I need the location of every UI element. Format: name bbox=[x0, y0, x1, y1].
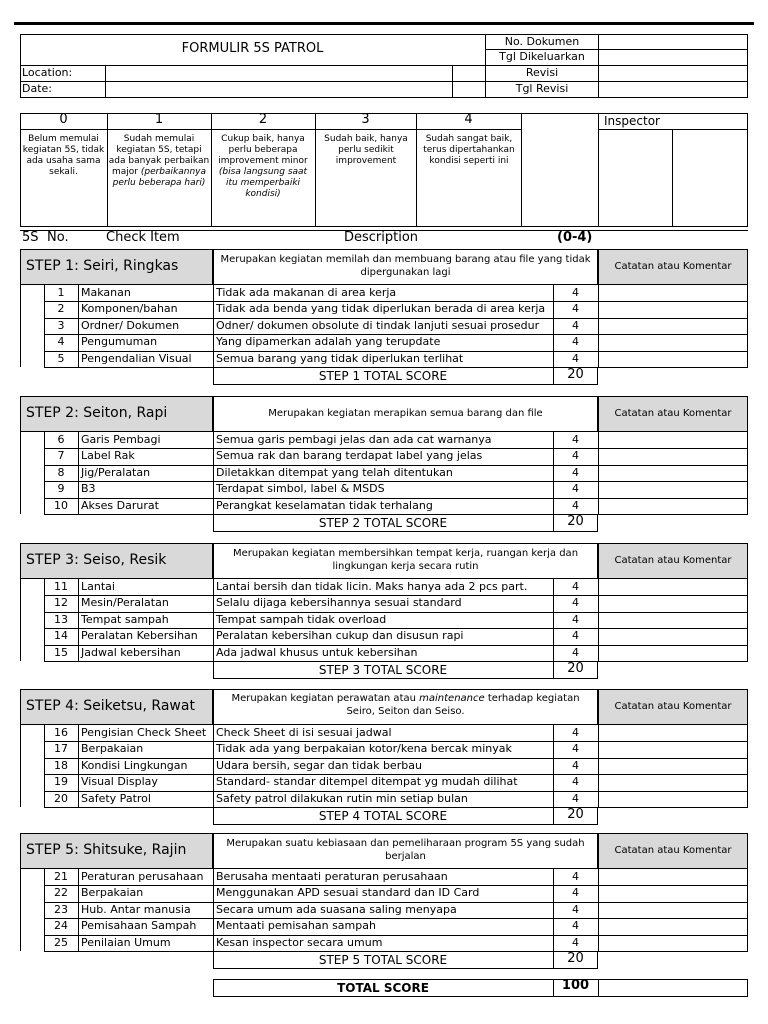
step-title: STEP 4: Seiketsu, Rawat bbox=[26, 698, 195, 714]
step-description: Merupakan kegiatan merapikan semua barang dan file bbox=[268, 408, 543, 419]
item-score: 4 bbox=[572, 645, 579, 659]
column-divider bbox=[78, 725, 79, 807]
item-no: 12 bbox=[54, 596, 68, 610]
item-no: 11 bbox=[54, 580, 68, 593]
row-divider bbox=[44, 481, 748, 482]
column-divider bbox=[598, 725, 599, 807]
step-total-value: 20 bbox=[567, 807, 584, 822]
step-comment-label: Catatan atau Komentar bbox=[614, 261, 732, 272]
step-total-label: STEP 4 TOTAL SCORE bbox=[318, 809, 448, 823]
col-no: No. bbox=[47, 230, 69, 245]
item-no: 14 bbox=[54, 629, 68, 643]
item-name: Pengendalian Visual bbox=[81, 351, 192, 365]
item-no: 2 bbox=[57, 302, 65, 316]
item-name: Komponen/bahan bbox=[81, 302, 178, 316]
item-name: Makanan bbox=[81, 286, 131, 299]
item-score: 4 bbox=[572, 302, 579, 316]
item-name: Berpakaian bbox=[81, 886, 144, 900]
location-label: Location: bbox=[22, 66, 73, 79]
item-score: 4 bbox=[572, 775, 579, 789]
item-desc: Semua rak dan barang terdapat label yang jelas bbox=[216, 449, 483, 463]
item-no: 4 bbox=[57, 335, 65, 349]
doc-field-tgl-revisi: Tgl Revisi bbox=[515, 82, 569, 95]
column-divider bbox=[78, 579, 79, 661]
doc-field-tgl-dikeluarkan: Tgl Dikeluarkan bbox=[499, 50, 585, 63]
item-name: Jadwal kebersihan bbox=[81, 645, 181, 659]
step-description bbox=[216, 692, 595, 718]
item-desc: Mentaati pemisahan sampah bbox=[216, 919, 376, 933]
item-no: 17 bbox=[54, 742, 68, 756]
doc-field-no-dokumen: No. Dokumen bbox=[504, 35, 580, 48]
step-total-value: 20 bbox=[567, 367, 584, 382]
item-no: 13 bbox=[54, 612, 68, 626]
item-no: 25 bbox=[54, 935, 68, 949]
step-desc-em: maintenance bbox=[419, 693, 485, 704]
scale-text-0: Belum memulai kegiatan 5S, tidak ada usaha sama sekali. bbox=[22, 134, 105, 177]
item-desc: Selalu dijaga kebersihannya sesuai standard bbox=[216, 596, 462, 610]
item-desc: Berusaha mentaati peraturan perusahaan bbox=[216, 870, 448, 883]
item-name: B3 bbox=[81, 482, 96, 496]
scale-text-2 bbox=[212, 134, 314, 200]
item-no: 21 bbox=[54, 870, 68, 883]
item-name: Pengumuman bbox=[81, 335, 158, 349]
scale-text-2-note: (bisa langsung saat itu memperbaiki kondisi) bbox=[218, 167, 308, 199]
scale-text-4: Sudah sangat baik, terus dipertahankan kondisi seperti ini bbox=[423, 134, 515, 166]
item-name: Label Rak bbox=[81, 449, 135, 463]
step-description: Merupakan kegiatan membersihkan tempat kerja, ruangan kerja dan lingkungan kerja secara rutin bbox=[232, 548, 579, 572]
item-name: Tempat sampah bbox=[81, 612, 169, 626]
item-name: Mesin/Peralatan bbox=[81, 596, 169, 610]
item-score: 4 bbox=[572, 482, 579, 496]
item-desc: Standard- standar ditempel ditempat yg mudah dilihat bbox=[216, 775, 518, 789]
doc-field-revisi: Revisi bbox=[525, 66, 559, 79]
item-no: 23 bbox=[54, 902, 68, 916]
item-no: 16 bbox=[54, 726, 68, 739]
item-score: 4 bbox=[572, 629, 579, 643]
item-desc: Check Sheet di isi sesuai jadwal bbox=[216, 726, 392, 739]
item-desc: Lantai bersih dan tidak licin. Maks hanya ada 2 pcs part. bbox=[216, 580, 528, 593]
item-name: Lantai bbox=[81, 580, 115, 593]
item-no: 10 bbox=[54, 498, 68, 512]
item-desc: Tidak ada benda yang tidak diperlukan berada di area kerja bbox=[216, 302, 546, 316]
step-total-label: STEP 3 TOTAL SCORE bbox=[318, 663, 448, 677]
col-5s: 5S bbox=[22, 230, 39, 245]
column-divider bbox=[598, 869, 599, 951]
step-title: STEP 1: Seiri, Ringkas bbox=[26, 258, 179, 274]
scale-text-1-note: (perbaikannya perlu beberapa hari) bbox=[112, 167, 207, 188]
item-name: Ordner/ Dokumen bbox=[81, 318, 180, 332]
item-desc: Yang dipamerkan adalah yang terupdate bbox=[216, 335, 441, 349]
item-no: 8 bbox=[57, 465, 65, 479]
item-no: 5 bbox=[57, 351, 65, 365]
item-desc: Odner/ dokumen obsolute di tindak lanjuti sesuai prosedur bbox=[216, 318, 540, 332]
step-total-value: 20 bbox=[567, 514, 584, 529]
item-score: 4 bbox=[572, 758, 579, 772]
item-name: Akses Darurat bbox=[81, 498, 159, 512]
item-desc: Kesan inspector secara umum bbox=[216, 935, 383, 949]
item-no: 22 bbox=[54, 886, 68, 900]
date-label: Date: bbox=[22, 82, 52, 95]
item-name: Garis Pembagi bbox=[81, 433, 161, 446]
item-no: 24 bbox=[54, 919, 68, 933]
item-desc: Ada jadwal khusus untuk kebersihan bbox=[216, 645, 418, 659]
item-score: 4 bbox=[572, 351, 579, 365]
column-divider bbox=[598, 432, 599, 514]
item-no: 15 bbox=[54, 645, 68, 659]
col-description: Description bbox=[344, 230, 419, 245]
item-score: 4 bbox=[572, 919, 579, 933]
form-title: FORMULIR 5S PATROL bbox=[181, 41, 324, 56]
grand-total-label: TOTAL SCORE bbox=[337, 981, 429, 995]
item-desc: Terdapat simbol, label & MSDS bbox=[216, 482, 385, 496]
column-divider bbox=[598, 285, 599, 367]
scale-num-1: 1 bbox=[154, 112, 164, 127]
column-divider bbox=[213, 285, 214, 367]
item-no: 7 bbox=[57, 449, 65, 463]
item-no: 18 bbox=[54, 758, 68, 772]
item-no: 19 bbox=[54, 775, 68, 789]
step-total-value: 20 bbox=[567, 661, 584, 676]
column-divider bbox=[213, 725, 214, 807]
item-score: 4 bbox=[572, 335, 579, 349]
inspector-label: Inspector bbox=[604, 114, 660, 128]
item-name: Kondisi Lingkungan bbox=[81, 758, 188, 772]
item-no: 9 bbox=[57, 482, 65, 496]
item-score: 4 bbox=[572, 726, 579, 739]
item-score: 4 bbox=[572, 612, 579, 626]
item-desc: Secara umum ada suasana saling menyapa bbox=[216, 902, 457, 916]
step-description: Merupakan kegiatan memilah dan membuang barang atau file yang tidak dipergunakan lagi bbox=[220, 254, 591, 278]
item-score: 4 bbox=[572, 596, 579, 610]
scale-num-3: 3 bbox=[361, 112, 370, 127]
item-name: Pengisian Check Sheet bbox=[81, 726, 207, 739]
scale-text-3: Sudah baik, hanya perlu sedikit improvement bbox=[324, 134, 408, 166]
item-score: 4 bbox=[572, 433, 579, 446]
item-no: 1 bbox=[57, 286, 65, 299]
column-divider bbox=[213, 579, 214, 661]
scale-num-2: 2 bbox=[258, 112, 268, 127]
column-divider bbox=[598, 579, 599, 661]
item-score: 4 bbox=[572, 449, 579, 463]
column-divider bbox=[213, 869, 214, 951]
item-no: 3 bbox=[57, 318, 65, 332]
item-score: 4 bbox=[572, 935, 579, 949]
item-score: 4 bbox=[572, 318, 579, 332]
item-name: Visual Display bbox=[81, 775, 158, 789]
item-desc: Perangkat keselamatan tidak terhalang bbox=[216, 498, 433, 512]
item-desc: Semua barang yang tidak diperlukan terlihat bbox=[216, 351, 464, 365]
item-desc: Tidak ada makanan di area kerja bbox=[216, 286, 397, 299]
item-name: Jig/Peralatan bbox=[81, 465, 151, 479]
item-score: 4 bbox=[572, 465, 579, 479]
column-divider bbox=[78, 285, 79, 367]
item-no: 6 bbox=[57, 433, 65, 446]
step-comment-label: Catatan atau Komentar bbox=[614, 845, 732, 856]
item-no: 20 bbox=[54, 791, 68, 805]
item-name: Safety Patrol bbox=[81, 791, 151, 805]
step-description: Merupakan suatu kebiasaan dan pemeliharaan program 5S yang sudah berjalan bbox=[226, 838, 585, 862]
item-score: 4 bbox=[572, 286, 579, 299]
item-desc: Diletakkan ditempat yang telah ditentukan bbox=[216, 465, 453, 479]
item-desc: Safety patrol dilakukan rutin min setiap bulan bbox=[216, 791, 468, 805]
item-score: 4 bbox=[572, 870, 579, 883]
item-desc: Semua garis pembagi jelas dan ada cat warnanya bbox=[216, 433, 492, 446]
column-divider bbox=[78, 869, 79, 951]
item-desc: Udara bersih, segar dan tidak berbau bbox=[216, 758, 422, 772]
step-total-label: STEP 1 TOTAL SCORE bbox=[318, 369, 448, 383]
step-title: STEP 3: Seiso, Resik bbox=[26, 552, 167, 568]
item-score: 4 bbox=[572, 742, 579, 756]
column-divider bbox=[78, 432, 79, 514]
top-rule bbox=[14, 22, 754, 25]
item-score: 4 bbox=[572, 498, 579, 512]
step-total-value: 20 bbox=[567, 951, 584, 966]
step-total-label: STEP 5 TOTAL SCORE bbox=[318, 953, 448, 967]
grand-total-value: 100 bbox=[561, 978, 590, 993]
item-name: Pemisahaan Sampah bbox=[81, 919, 197, 933]
column-divider bbox=[213, 432, 214, 514]
scale-num-0: 0 bbox=[59, 112, 68, 127]
col-range: (0-4) bbox=[557, 230, 593, 245]
step-comment-label: Catatan atau Komentar bbox=[614, 408, 732, 419]
step-total-label: STEP 2 TOTAL SCORE bbox=[318, 516, 448, 530]
item-name: Peraturan perusahaan bbox=[81, 870, 204, 883]
item-score: 4 bbox=[572, 791, 579, 805]
item-score: 4 bbox=[572, 902, 579, 916]
item-desc: Tidak ada yang berpakaian kotor/kena bercak minyak bbox=[216, 742, 512, 756]
step-title: STEP 5: Shitsuke, Rajin bbox=[26, 842, 187, 858]
item-desc: Tempat sampah tidak overload bbox=[216, 612, 387, 626]
col-check-item: Check Item bbox=[106, 230, 180, 245]
step-comment-label: Catatan atau Komentar bbox=[614, 555, 732, 566]
step-comment-label: Catatan atau Komentar bbox=[614, 701, 732, 712]
item-score: 4 bbox=[572, 886, 579, 900]
step-desc-post: terhadap kegiatan Seiro, Seiton dan Seiso. bbox=[346, 693, 580, 717]
step-title: STEP 2: Seiton, Rapi bbox=[26, 405, 168, 421]
item-name: Peralatan Kebersihan bbox=[81, 629, 198, 643]
scale-text-1-main: Sudah memulai kegiatan 5S, tetapi ada banyak perbaikan major bbox=[108, 134, 210, 177]
scale-num-4: 4 bbox=[464, 112, 473, 127]
step-desc-pre: Merupakan kegiatan perawatan atau bbox=[231, 693, 420, 704]
scale-text-2-main: Cukup baik, hanya perlu beberapa improvement minor bbox=[218, 134, 308, 166]
item-name: Hub. Antar manusia bbox=[81, 902, 191, 916]
item-desc: Menggunakan APD sesuai standard dan ID Card bbox=[216, 886, 480, 900]
scale-text-1 bbox=[108, 134, 210, 189]
item-desc: Peralatan kebersihan cukup dan disusun rapi bbox=[216, 629, 464, 643]
item-score: 4 bbox=[572, 580, 579, 593]
item-name: Berpakaian bbox=[81, 742, 144, 756]
item-name: Penilaian Umum bbox=[81, 935, 171, 949]
